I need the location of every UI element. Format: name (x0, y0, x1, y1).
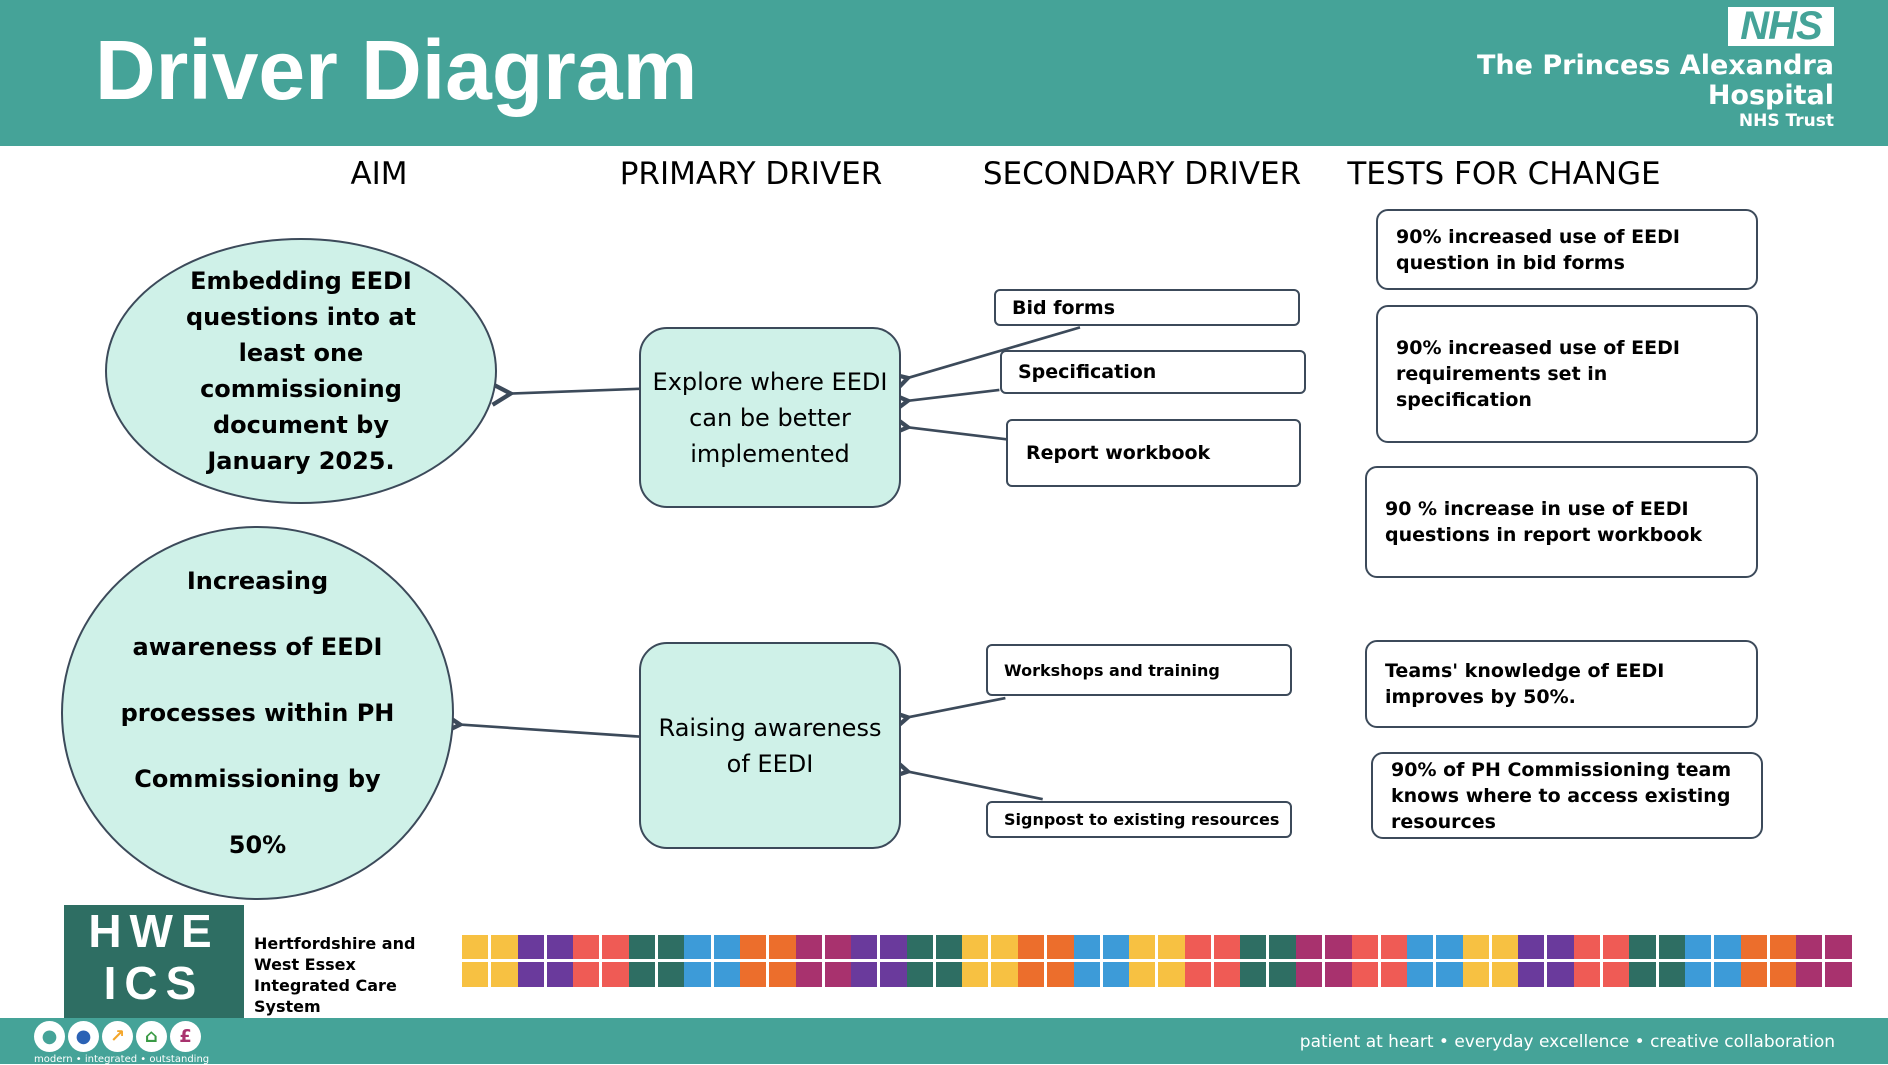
arrow (908, 772, 1043, 800)
color-tile (684, 935, 740, 987)
aim-2-text: awareness of EEDI (132, 633, 383, 661)
column-heading-primary: PRIMARY DRIVER (619, 156, 883, 192)
person-icon: ● (34, 1021, 65, 1052)
color-tile (1352, 935, 1408, 987)
secondary-driver-bid-forms: Bid forms (994, 289, 1300, 326)
house-icon: ⌂ (136, 1021, 167, 1052)
color-tile (1463, 935, 1519, 987)
org-name-line1: The Princess Alexandra (1477, 50, 1834, 81)
arrow (460, 725, 639, 737)
color-tile-strip (462, 935, 1852, 987)
test-for-change-3: 90 % increase in use of EEDI questions in report workbook (1365, 466, 1758, 578)
color-tile (1240, 935, 1296, 987)
org-name-line3: NHS Trust (1738, 111, 1834, 131)
color-tile (1741, 935, 1797, 987)
arrow (511, 389, 640, 394)
test-for-change-1: 90% increased use of EEDI question in bid forms (1376, 209, 1758, 290)
test-for-change-2: 90% increased use of EEDI requirements set in specification (1376, 305, 1758, 443)
arrow (908, 698, 1005, 717)
tagline: modern • integrated • outstanding (34, 1054, 210, 1065)
color-tile (462, 935, 518, 987)
color-tile (1685, 935, 1741, 987)
color-tile (1018, 935, 1074, 987)
arrow (908, 427, 1007, 439)
aim-1-ellipse (105, 238, 497, 504)
color-tile (1074, 935, 1130, 987)
color-tile (1185, 935, 1241, 987)
motto: patient at heart • everyday excellence • creative collaboration (1299, 1032, 1835, 1052)
color-tile (1629, 935, 1685, 987)
color-tile (796, 935, 852, 987)
people-icon: ●​ (68, 1021, 99, 1052)
secondary-driver-specification: Specification (1000, 350, 1306, 394)
aim-2-text: Increasing (186, 567, 329, 595)
value-icons (34, 1021, 201, 1052)
secondary-driver-signpost: Signpost to existing resources (986, 801, 1292, 838)
page-title: Driver Diagram (95, 23, 698, 117)
color-tile (1518, 935, 1574, 987)
ics-name: Hertfordshire and West Essex Integrated Care System (254, 934, 416, 1016)
pound-icon: £ (170, 1021, 201, 1052)
primary-driver-1 (639, 327, 901, 508)
primary-driver-text: Explore where EEDI can be better implemented (652, 367, 888, 468)
color-tile (1407, 935, 1463, 987)
column-heading-tests: TESTS FOR CHANGE (1347, 156, 1661, 192)
color-tile (962, 935, 1018, 987)
test-for-change-5: 90% of PH Commissioning team knows where to access existing resources (1371, 752, 1763, 839)
aim-1-text: Embedding EEDI questions into at least one commissioning document by January 2025. (185, 267, 417, 475)
aim-2-text: 50% (228, 831, 287, 859)
color-tile (1129, 935, 1185, 987)
aim-2-ellipse (61, 526, 454, 900)
color-tile (518, 935, 574, 987)
aim-2-text: processes within PH (120, 699, 395, 727)
hwe-ics-logo: HWE ICS (64, 905, 244, 1018)
color-tile (1296, 935, 1352, 987)
aim-2-text: Commissioning by (134, 765, 381, 793)
primary-driver-2 (639, 642, 901, 849)
footer (0, 1018, 1888, 1064)
secondary-driver-workshops: Workshops and training (986, 644, 1292, 696)
column-heading-secondary: SECONDARY DRIVER (982, 156, 1302, 192)
growth-chart-icon: ↗ (102, 1021, 133, 1052)
secondary-driver-report-workbook: Report workbook (1006, 419, 1301, 487)
color-tile (740, 935, 796, 987)
color-tile (1574, 935, 1630, 987)
arrow (908, 390, 999, 401)
org-name-line2: Hospital (1707, 80, 1834, 111)
color-tile (1796, 935, 1852, 987)
primary-driver-text: Raising awareness of EEDI (658, 713, 882, 778)
test-for-change-4: Teams' knowledge of EEDI improves by 50%. (1365, 640, 1758, 728)
color-tile (851, 935, 907, 987)
nhs-logo: NHS (1728, 7, 1834, 46)
color-tile (629, 935, 685, 987)
color-tile (573, 935, 629, 987)
color-tile (907, 935, 963, 987)
column-heading-aim: AIM (350, 156, 408, 192)
